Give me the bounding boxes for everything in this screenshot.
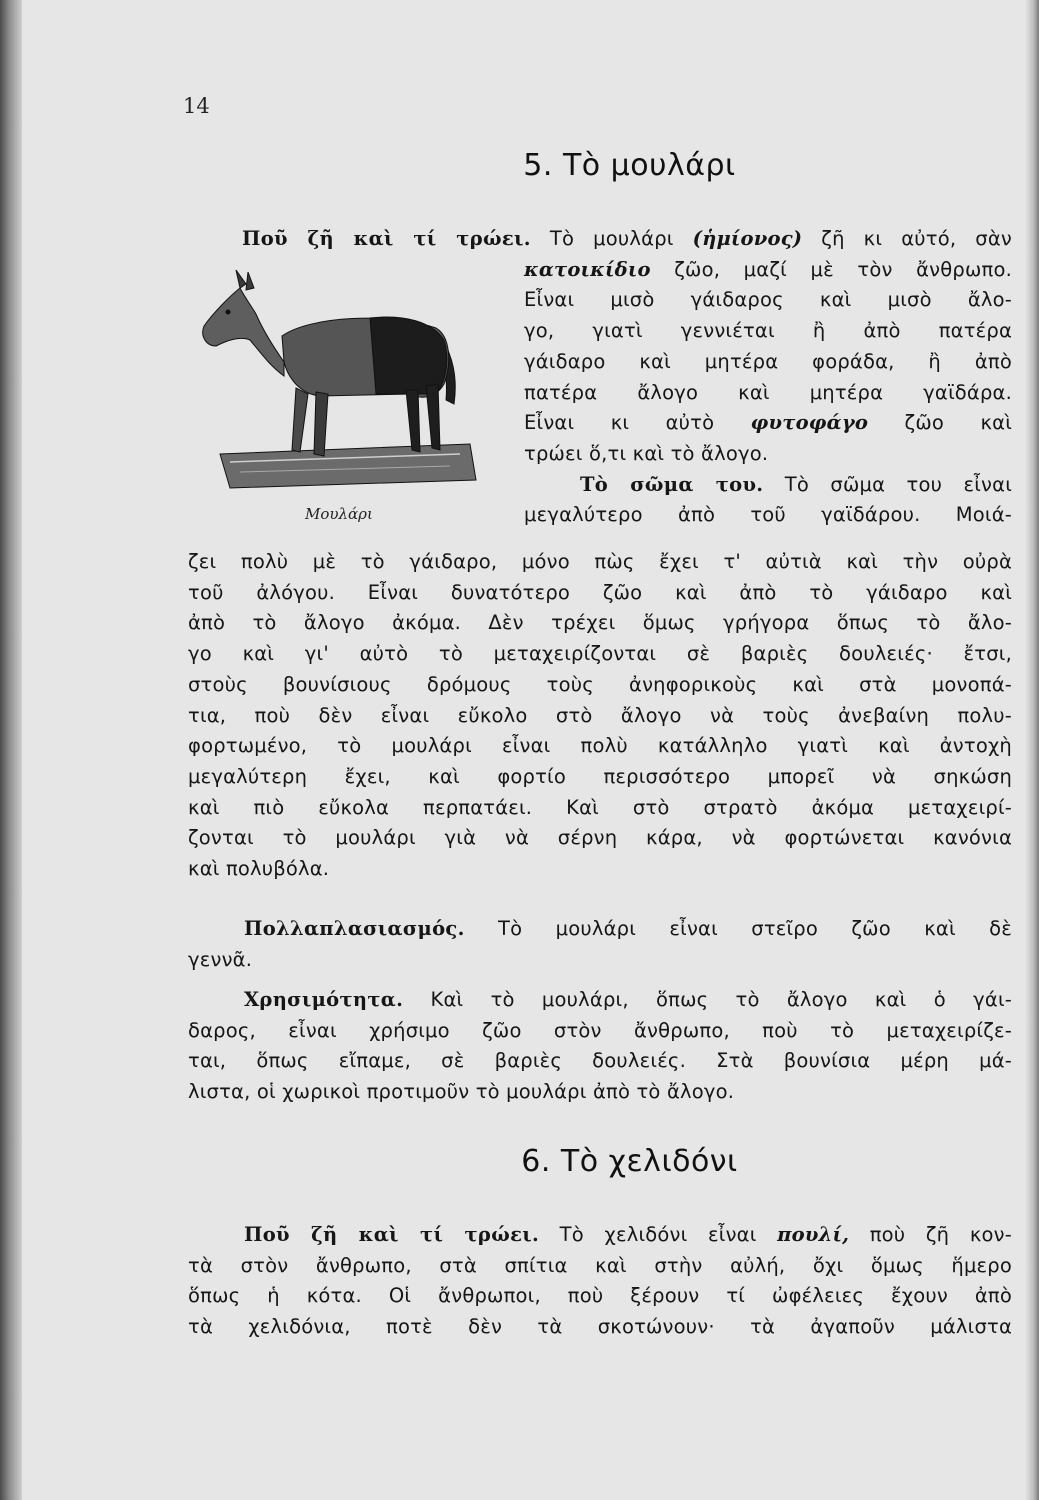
text-line: ζονται τὸ μουλάρι γιὰ νὰ σέρνη κάρα, νὰ φορτώνεται κανόνια (188, 826, 1012, 850)
text-line: τὰ στὸν ἄνθρωπο, στὰ σπίτια καὶ στὴν αὐλή, ὄχι ὅμως ἥμερο (188, 1253, 1012, 1277)
page-binding-shadow (0, 0, 22, 1500)
text-line: καὶ πολυβόλα. (188, 857, 330, 881)
text-line: ζει πολὺ μὲ τὸ γάιδαρο, μόνο πὼς ἔχει τ' αὐτιὰ καὶ τὴν οὐρὰ (188, 550, 1012, 573)
text-line: μεγαλύτερη ἔχει, καὶ φορτίο περισσότερο μπορεῖ νὰ σηκώση (188, 764, 1012, 788)
text-line: γάιδαρο καὶ μητέρα φοράδα, ἢ ἀπὸ (524, 349, 1012, 373)
text-line: λιστα, οἱ χωρικοὶ προτιμοῦν τὸ μουλάρι ἀπὸ τὸ ἄλογο. (188, 1080, 735, 1104)
text-line: τοῦ ἀλόγου. Εἶναι δυνατότερο ζῶο καὶ ἀπὸ τὸ γάιδαρο καὶ (188, 580, 1012, 604)
text-line: τια, ποὺ δὲν εἶναι εὔκολο στὸ ἄλογο νὰ τοὺς ἀνεβαίνη πολυ- (188, 703, 1012, 727)
figure-caption: Μουλάρι (305, 505, 373, 523)
mule-illustration (200, 266, 480, 492)
mule-body-text (188, 547, 1012, 885)
mule-intro-text (242, 224, 1013, 531)
text-line: στοὺς βουνίσιους δρόμους τοὺς ἀνηφορικοὺς καὶ στὰ μονοπά- (188, 672, 1012, 696)
text-line: τὰ χελιδόνια, ποτὲ δὲν τὰ σκοτώνουν· τὰ ἀγαποῦν μάλιστα (188, 1315, 1012, 1339)
text-line: Εἶναι κι αὐτὸ φυτοφάγο ζῶο καὶ (524, 411, 1012, 435)
swallow-text (188, 1220, 1012, 1343)
text-line: Πολλαπλασιασμός. Τὸ μουλάρι εἶναι στεῖρο ζῶο καὶ δὲ (244, 917, 1012, 940)
text-line: καὶ πιὸ εὔκολα περπατάει. Καὶ στὸ στρατὸ ἀκόμα μεταχειρί- (188, 795, 1012, 819)
text-line: φορτωμένο, τὸ μουλάρι εἶναι πολὺ κατάλληλο γιατὶ καὶ ἀντοχὴ (188, 734, 1012, 758)
text-line: ἀπὸ τὸ ἄλογο ἀκόμα. Δὲν τρέχει ὅμως γρήγορα ὅπως τὸ ἄλο- (188, 611, 1012, 635)
text-line: Χρησιμότητα. Καὶ τὸ μουλάρι, ὅπως τὸ ἄλογο καὶ ὁ γάι- (244, 988, 1012, 1011)
text-line: μεγαλύτερο ἀπὸ τοῦ γαϊδάρου. Μοιά- (524, 503, 1012, 527)
text-line: ται, ὅπως εἴπαμε, σὲ βαριὲς δουλειές. Στὰ βουνίσια μέρη μά- (188, 1049, 1012, 1073)
text-line: τρώει ὅ,τι καὶ τὸ ἄλογο. (524, 441, 769, 465)
page-edge-shadow (1025, 0, 1039, 1500)
mule-reproduction-paragraph (188, 914, 1012, 975)
section-title-swallow: 6. Τὸ χελιδόνι (521, 1144, 738, 1179)
text-line: Τὸ σῶμα του. Τὸ σῶμα του εἶναι (580, 472, 1012, 496)
text-line: γο, γιατὶ γεννιέται ἢ ἀπὸ πατέρα (524, 319, 1012, 343)
text-line: Ποῦ ζῆ καὶ τί τρώει. Τὸ μουλάρι (ἡμίονος) ζῆ κι αὐτό, σὰν (242, 227, 1013, 250)
text-line: δαρος, εἶναι χρήσιμο ζῶο στὸν ἄνθρωπο, ποὺ τὸ μεταχειρίζε- (188, 1018, 1012, 1042)
text-line: γεννᾶ. (188, 947, 253, 971)
text-line: γο καὶ γι' αὐτὸ τὸ μεταχειρίζονται σὲ βαριὲς δουλειές· ἔτσι, (188, 642, 1012, 666)
text-line: Ποῦ ζῆ καὶ τί τρώει. Τὸ χελιδόνι εἶναι πουλί, ποὺ ζῆ κον- (244, 1223, 1012, 1246)
section-title-mule: 5. Τὸ μουλάρι (523, 148, 736, 183)
text-line: κατοικίδιο ζῶο, μαζί μὲ τὸν ἄνθρωπο. (524, 257, 1012, 281)
text-line: ὅπως ἡ κότα. Οἱ ἄνθρωποι, ποὺ ξέρουν τί ὠφέλειες ἔχουν ἀπὸ (188, 1284, 1012, 1308)
text-line: πατέρα ἄλογο καὶ μητέρα γαϊδάρα. (524, 380, 1012, 404)
page-number: 14 (183, 94, 210, 118)
text-line: Εἶναι μισὸ γάιδαρος καὶ μισὸ ἄλο- (524, 288, 1012, 312)
mule-usefulness-paragraph (188, 985, 1012, 1108)
